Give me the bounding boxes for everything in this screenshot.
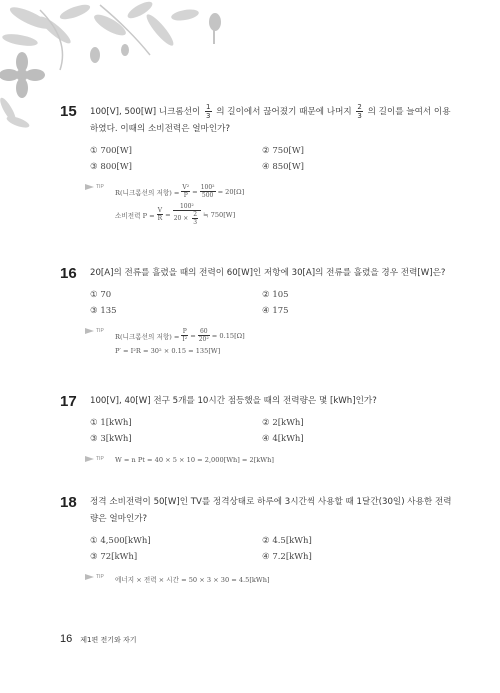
chapter-title: 제1편 전기와 자기 — [80, 636, 137, 644]
choice-4[interactable]: ④ 4[kWh] — [262, 434, 304, 444]
tip-badge: TIP — [85, 456, 104, 462]
answer-choices — [90, 290, 455, 316]
tip-arrow-icon — [85, 456, 94, 462]
choice-2[interactable]: ② 105 — [262, 290, 289, 300]
answer-choices — [90, 536, 455, 562]
question-number: 16 — [60, 265, 77, 282]
question-18 — [60, 494, 455, 588]
tip-box — [96, 184, 455, 226]
tip-arrow-icon — [85, 574, 94, 580]
choice-3[interactable]: ③ 135 — [90, 306, 117, 316]
choice-4[interactable]: ④ 7.2[kWh] — [262, 552, 312, 562]
page-number: 16 — [60, 633, 73, 645]
answer-choices — [90, 418, 455, 444]
question-text: 100[V], 40[W] 전구 5개를 10시간 점등했을 때의 전력량은 몇 [kWh]인가? — [90, 396, 377, 406]
tip-line: P′ = I²R = 30² × 0.15 = 135[W] — [115, 347, 221, 355]
question-text: 20[A]의 전류를 흘렸을 때의 전력이 60[W]인 저항에 30[A]의 전류를 흘렸을 경우 전력[W]은? — [90, 268, 446, 278]
choice-4[interactable]: ④ 175 — [262, 306, 289, 316]
choice-1[interactable]: ① 4,500[kWh] — [90, 536, 151, 546]
choice-1[interactable]: ① 70 — [90, 290, 112, 300]
tip-badge: TIP — [85, 574, 104, 580]
tip-arrow-icon — [85, 328, 94, 334]
choice-3[interactable]: ③ 3[kWh] — [90, 434, 132, 444]
page-footer — [60, 633, 137, 645]
choice-2[interactable]: ② 750[W] — [262, 146, 304, 156]
tip-line: 소비전력 P = $\frac{V}{R}$ = 100² 20 × $\frac{2}{3}$ ≒ 750[W] — [115, 203, 236, 226]
question-17 — [60, 393, 455, 468]
question-text: 100[V], 500[W] 니크롬선이 $\frac{1}{3}$ 의 길이에서 끊어졌기 때문에 나머지 $\frac{2}{3}$ 의 길이를 늘여서 이용하였다. 이때의 소비전력은 얼마인가? — [90, 103, 451, 134]
choice-1[interactable]: ① 1[kWh] — [90, 418, 132, 428]
fraction-one-third: $\frac{1}{3}$ — [206, 103, 211, 120]
answer-choices — [90, 146, 455, 172]
tip-line: R(니크롬선의 저항) = $\frac{\text{V²}}{P}$ = $\frac{\text{100²}}{500}$ = 20[Ω] — [115, 184, 245, 199]
question-16 — [60, 265, 455, 359]
choice-3[interactable]: ③ 800[W] — [90, 162, 132, 172]
tip-arrow-icon — [85, 184, 94, 190]
fraction-two-thirds: $\frac{2}{3}$ — [357, 103, 362, 120]
question-number: 18 — [60, 494, 77, 511]
question-number: 15 — [60, 103, 77, 120]
tip-line: 에너지 × 전력 × 시간 = 50 × 3 × 30 = 4.5[kWh] — [115, 576, 270, 584]
choice-3[interactable]: ③ 72[kWh] — [90, 552, 138, 562]
choice-2[interactable]: ② 4.5[kWh] — [262, 536, 312, 546]
question-number: 17 — [60, 393, 77, 410]
tip-badge: TIP — [85, 328, 104, 334]
tip-line: W = n Pt = 40 × 5 × 10 = 2,000[Wh] = 2[kWh] — [115, 456, 274, 464]
tip-box — [96, 574, 455, 584]
choice-2[interactable]: ② 2[kWh] — [262, 418, 304, 428]
choice-4[interactable]: ④ 850[W] — [262, 162, 304, 172]
tip-box — [96, 456, 455, 464]
question-15 — [60, 103, 455, 230]
tip-line: R(니크롬선의 저항) = $\frac{P}{\text{I²}}$ = $\frac{60}{\text{20²}}$ = 0.15[Ω] — [115, 328, 245, 343]
tip-badge: TIP — [85, 184, 104, 190]
choice-1[interactable]: ① 700[W] — [90, 146, 132, 156]
question-text: 정격 소비전력이 50[W]인 TV를 정격상태로 하루에 3시간씩 사용할 때 1달간(30일) 사용한 전력량은 얼마인가? — [90, 497, 452, 524]
tip-box — [96, 328, 455, 355]
